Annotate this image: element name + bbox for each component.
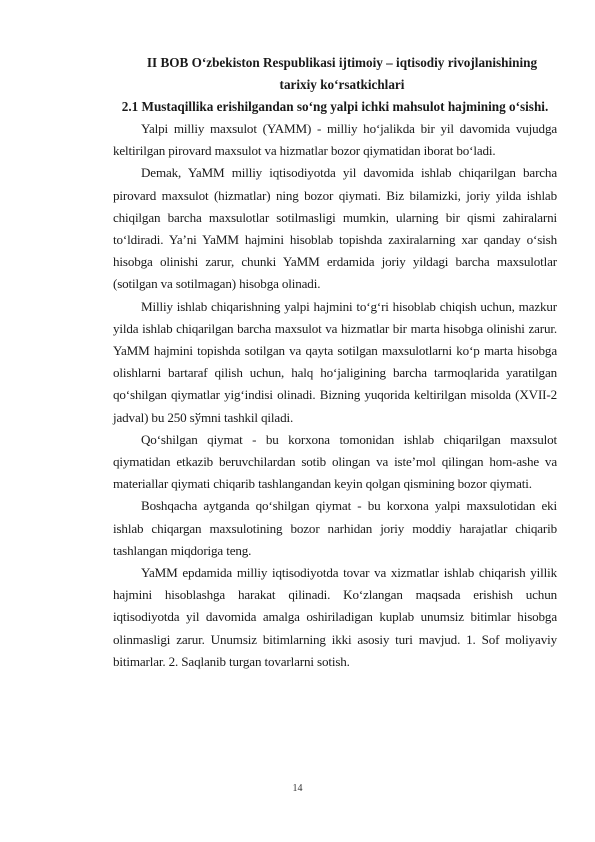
page-number: 14 xyxy=(292,783,303,794)
chapter-heading: II BOB O‘zbekiston Respublikasi ijtimoiy – iqtisodiy rivojlanishining tarixiy ko‘rsatkichlari xyxy=(146,55,538,92)
paragraph: Milliy ishlab chiqarishning yalpi hajmini to‘g‘ri hisoblab chiqish uchun, mazkur yilda ishlab chiqarilgan barcha maxsulot va hizmatlar bir marta hisobga olinishi zarur. YaMM hajmini topishda sotilgan va qayta sotilgan maxsulotlarni ko‘p marta hisobga olishlarni bartaraf qilish uchun, halq ho‘jaligining barcha tarmoqlarida yaratilgan qo‘shilgan qiymatlar yig‘indisi olinadi. Bizning yuqorida keltirilgan misolda (XVII-2 jadval) bu 250 sўmni tashkil qiladi. xyxy=(113,298,557,425)
paragraph: Qo‘shilgan qiymat - bu korxona tomonidan ishlab chiqarilgan maxsulot qiymatidan etkazib beruvchilardan sotib olingan va iste’mol qilingan hom-ashe va materiallar qiymati chiqarib tashlangandan keyin qolgan qismining bozor qiymati. xyxy=(113,431,557,492)
document-page xyxy=(113,52,557,673)
paragraph: Yalpi milliy maxsulot (YAMM) - milliy ho‘jalikda bir yil davomida vujudga keltirilgan pirovard maxsulot va hizmatlar bozor qiymatidan iborat bo‘ladi. xyxy=(113,121,557,159)
section-heading: 2.1 Mustaqillika erishilgandan so‘ng yalpi ichki mahsulot hajmining o‘sishi. xyxy=(121,99,549,114)
paragraph: YaMM epdamida milliy iqtisodiyotda tovar va xizmatlar ishlab chiqarish yillik hajmini hisoblashga harakat qilinadi. Ko‘zlangan maqsada erishish uchun iqtisodiyotda yil davomida amalga oshiriladigan kuplab unumsiz bitimlar hisobga olinmasligi zarur. Unumsiz bitimlarning ikki asosiy turi mavjud. 1. Sof moliyaviy bitimarlar. 2. Saqlanib turgan tovarlarni sotish. xyxy=(113,565,557,669)
paragraph: Demak, YaMM milliy iqtisodiyotda yil davomida ishlab chiqarilgan barcha pirovard maxsulot (hizmatlar) ning bozor qiymati. Biz bilamizki, joriy yilda ishlab chiqilgan barcha maxsulotlar sotilmasligi mumkin, ularning bir qismi zahiralarni to‘ldiradi. Ya’ni YaMM hajmini hisoblab topishda zaxiralarning xar qanday o‘sish hisobga olinishi zarur, chunki YaMM erdamida joriy yildagi barcha maxsulotlar (sotilgan va sotilmagan) hisobga olinadi. xyxy=(113,165,557,292)
paragraph: Boshqacha aytganda qo‘shilgan qiymat - bu korxona yalpi maxsulotidan eki ishlab chiqargan maxsulotining bozor narhidan joriy moddiy harajatlar chiqarib tashlangan miqdoriga teng. xyxy=(113,498,557,558)
